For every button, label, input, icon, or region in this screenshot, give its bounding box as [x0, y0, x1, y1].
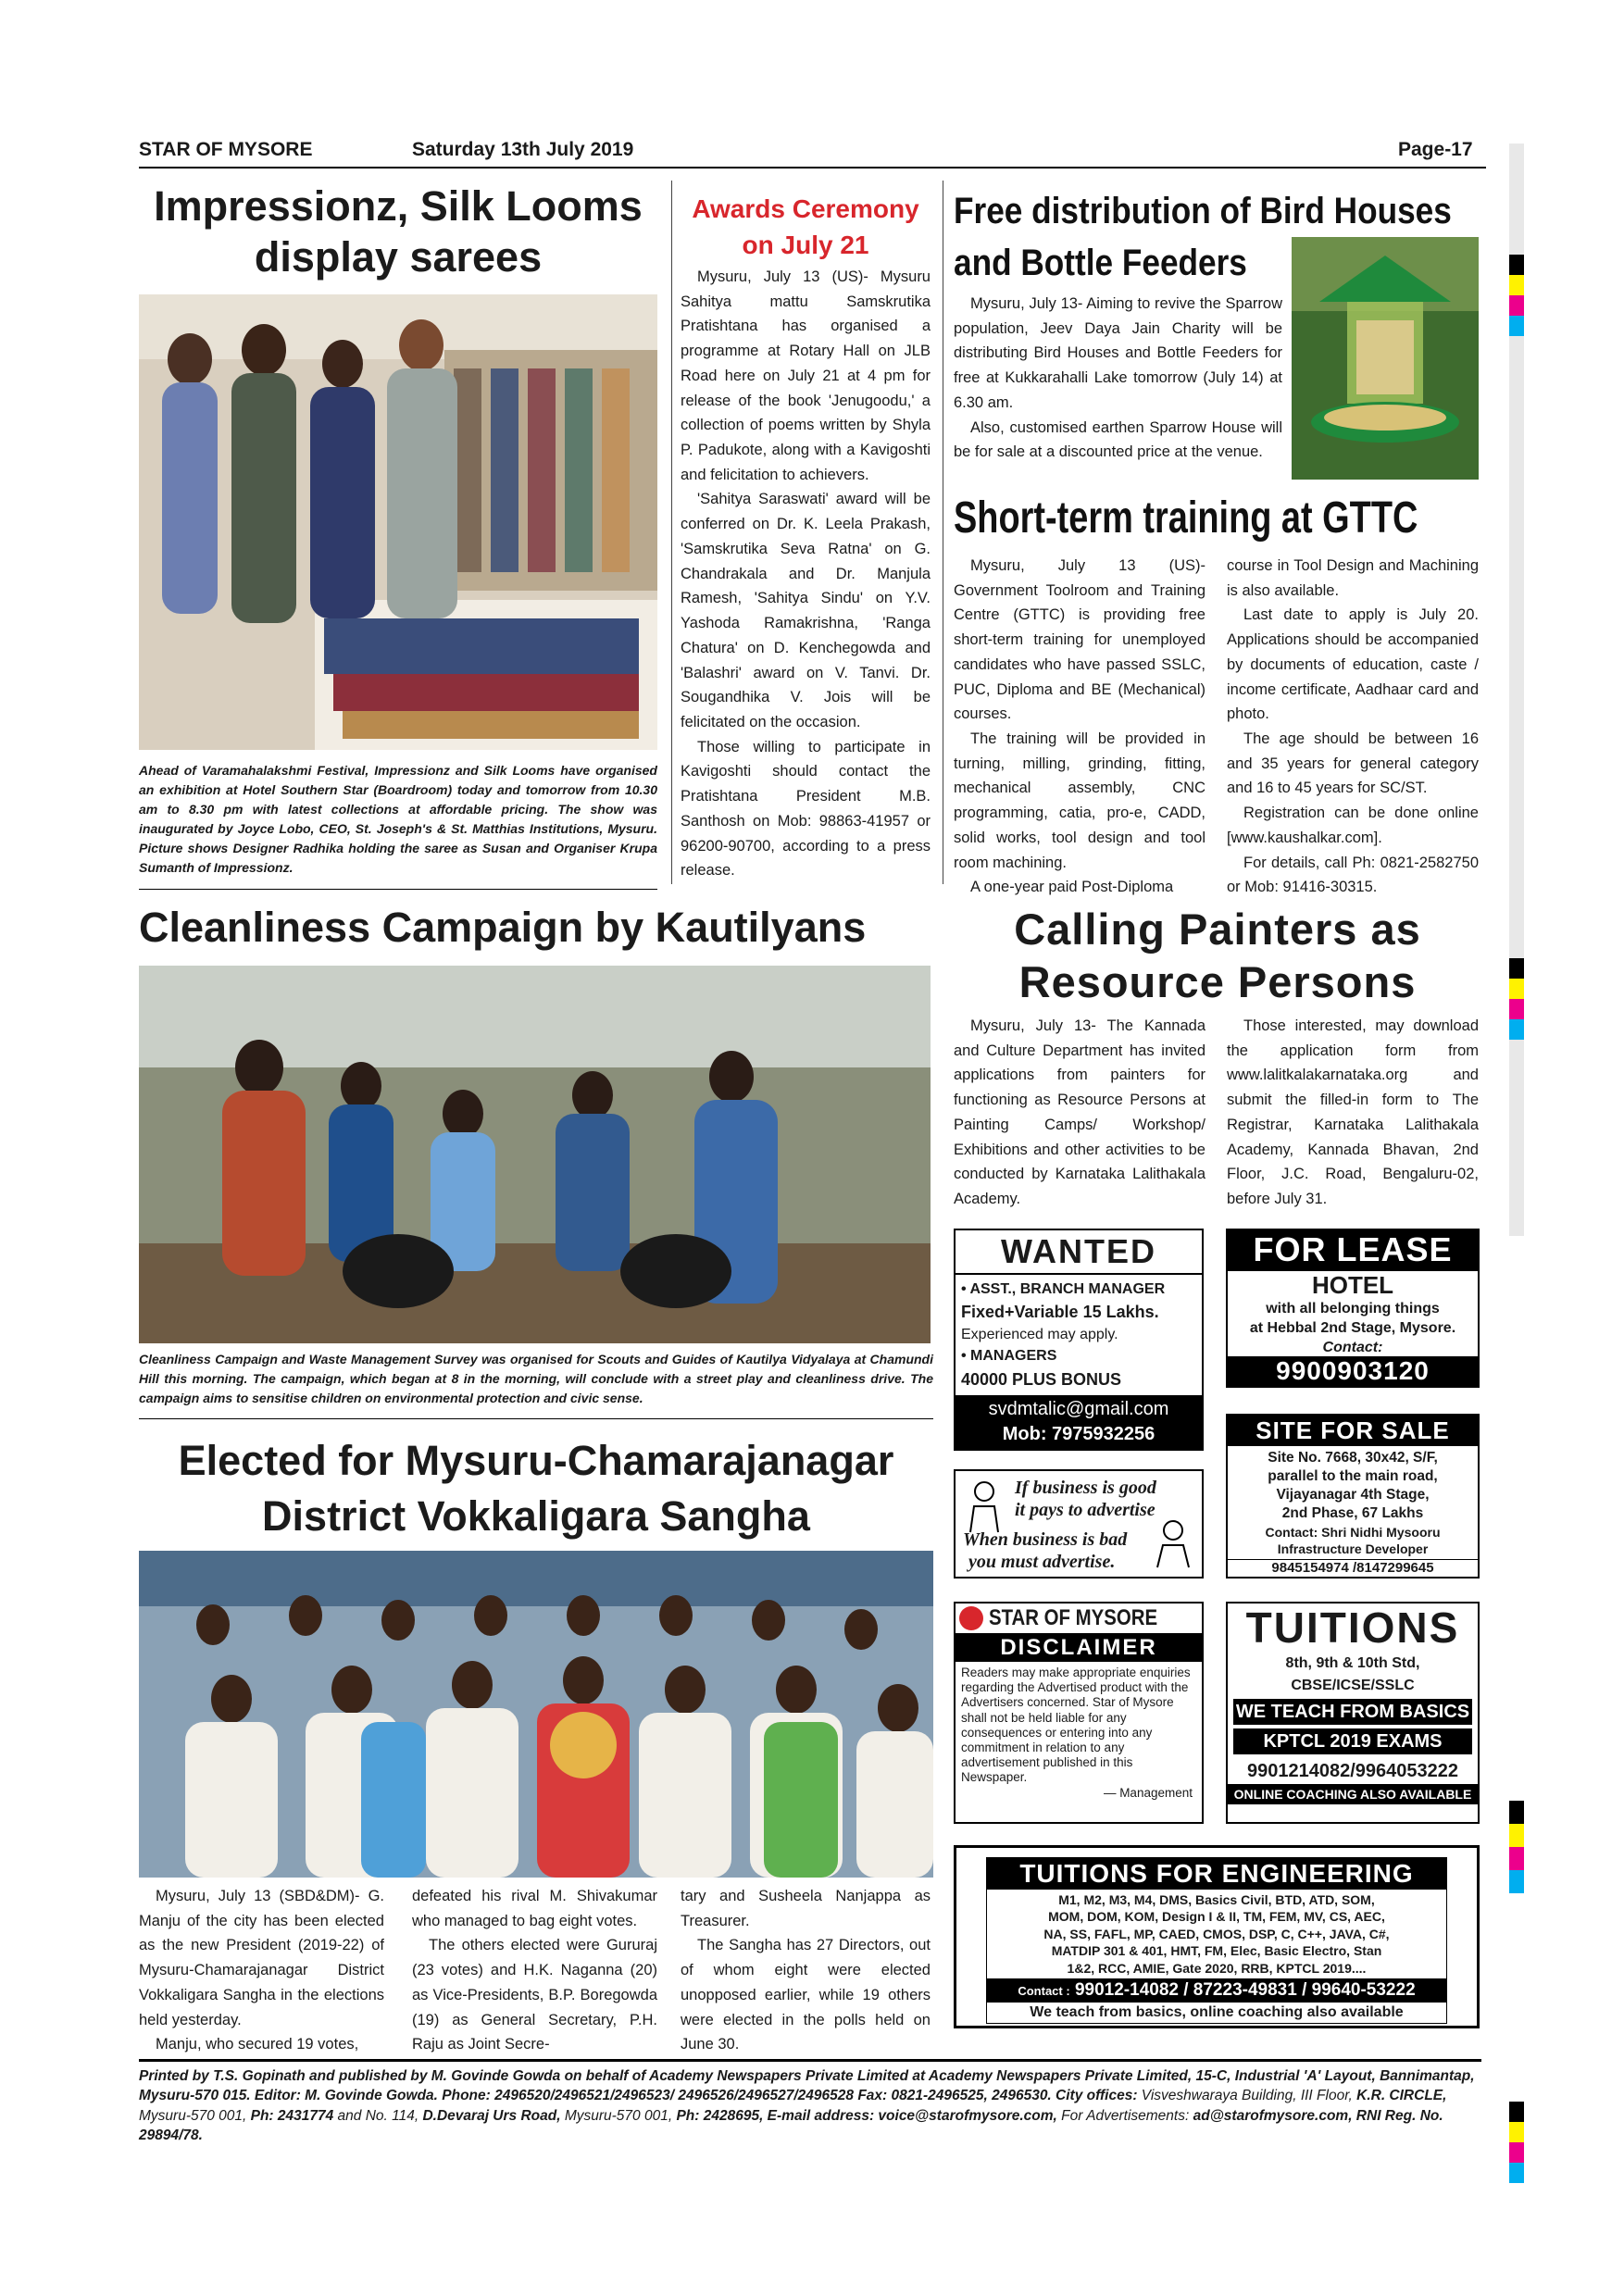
- lease-title: FOR LEASE: [1228, 1230, 1478, 1271]
- awards-headline: Awards Ceremony on July 21: [692, 194, 919, 260]
- site-line: Vijayanagar 4th Stage,: [1276, 1487, 1430, 1504]
- tuitions-line: ONLINE COACHING ALSO AVAILABLE: [1228, 1784, 1478, 1804]
- tuitions-ad: [1226, 1602, 1480, 1824]
- imprint-text: For Advertisements:: [1056, 2107, 1193, 2124]
- painters-headline: Calling Painters as Resource Persons: [1014, 905, 1421, 1007]
- saree-exhibition-photo: [139, 294, 657, 750]
- registration-yellow-2: [1509, 979, 1524, 999]
- imprint-text: D.Devaraj Urs Road,: [422, 2107, 561, 2124]
- cleanliness-caption: Cleanliness Campaign and Waste Management Survey was organised for Scouts and Guides of Kautilya Vidyalaya at Chamundi Hill this morning. The campaign, which began at 8 in the morning, will conclude with a street play and cleanliness drive. The campaign aims to sensitise children on environmental protection and civic sense.: [139, 1352, 933, 1405]
- engineering-line: We teach from basics, online coaching also available: [986, 2003, 1447, 2024]
- thinking-man-icon: [961, 1479, 1007, 1534]
- registration-cyan: [1509, 316, 1524, 336]
- painters-paragraph: Those interested, may download the application form from www.lalitkalakarnataka.org and submit the filled-in form to The Registrar, Karnataka Lalithakala Academy, Kannada Bhavan, 2nd Floor, J.C. Road, Bengaluru-02, before July 31.: [1227, 1017, 1479, 1208]
- advertise-line: When business is bad: [963, 1529, 1128, 1550]
- lease-subtitle: HOTEL: [1311, 1271, 1394, 1299]
- vokkaligara-paragraph: The Sangha has 27 Directors, out of whom eight were elected unopposed earlier, while 19 others were elected in the polls held on June 30.: [681, 1937, 931, 2053]
- wanted-line: Fixed+Variable 15 Lakhs.: [961, 1303, 1159, 1322]
- engineering-line: NA, SS, FAFL, MP, CAED, CMOS, DSP, C, C++, JAVA, C#,: [1043, 1926, 1390, 1941]
- wanted-ad: [954, 1229, 1204, 1451]
- registration-black: [1509, 255, 1524, 275]
- advertise-line: it pays to advertise: [1015, 1500, 1156, 1520]
- disclaimer-sign: — Management: [1103, 1785, 1193, 1800]
- registration-magenta-3: [1509, 1847, 1524, 1870]
- gttc-paragraph: Last date to apply is July 20. Applications should be accompanied by documents of education, caste / income certificate, Aadhaar card and photo.: [1227, 606, 1479, 723]
- wanted-line: 40000 PLUS BONUS: [961, 1369, 1122, 1389]
- painters-paragraph: Mysuru, July 13- The Kannada and Culture Department has invited applications from painters for functioning as Resource Persons at Painting Camps/ Workshop/ Exhibitions and other activities to be conducted by Karnataka Lalithakala Academy.: [954, 1017, 1206, 1208]
- advertise-ad: [954, 1469, 1204, 1578]
- imprint-text: K.R. CIRCLE,: [1356, 2088, 1447, 2104]
- gttc-paragraph: The age should be between 16 and 35 years for general category and 16 to 45 years for SC/ST.: [1227, 730, 1479, 797]
- tuitions-line: WE TEACH FROM BASICS: [1233, 1699, 1472, 1725]
- page-number: Page-17: [1398, 139, 1473, 160]
- site-line: 2nd Phase, 67 Lakhs: [1281, 1505, 1424, 1522]
- lease-line: Contact:: [1322, 1339, 1383, 1355]
- vokkaligara-col2: [412, 1884, 657, 2057]
- imprint-text: Mysuru-570 001,: [560, 2107, 677, 2124]
- registration-cyan-4: [1509, 2163, 1524, 2183]
- vokkaligara-paragraph: Mysuru, July 13 (SBD&DM)- G. Manju of the city has been elected as the new President (2019-22) of Mysuru-Chamarajanagar District Vokkaligara Sangha in the elections held yesterday.: [139, 1888, 384, 2028]
- tuitions-title: TUITIONS: [1245, 1603, 1460, 1652]
- painters-col1: [954, 1014, 1206, 1212]
- engineering-line: 1&2, RCC, AMIE, Gate 2020, RRB, KPTCL 2019....: [1067, 1960, 1367, 1976]
- disclaimer-text: Readers may make appropriate enquiries regarding the Advertised product with the Advertisers concerned. Star of Mysore shall not be held liable for any consequences or entering into any commitment in relation to any advertisement published in this Newspaper.: [961, 1666, 1191, 1785]
- awards-paragraph: Those willing to participate in Kavigoshti should contact the Pratishtana President M.B. Santhosh on Mob: 98863-41957 or 96200-90700, according to a press release.: [681, 738, 931, 880]
- birdhouses-paragraph: Also, customised earthen Sparrow House will be for sale at a discounted price at the venue.: [954, 418, 1282, 461]
- disclaimer-title: DISCLAIMER: [956, 1634, 1202, 1662]
- engineering-line: MATDIP 301 & 401, HMT, FM, Elec, Basic Electro, Stan: [1051, 1943, 1382, 1959]
- awards-body: [681, 265, 931, 883]
- disclaimer-ad: [954, 1602, 1204, 1824]
- birdhouses-headline-text: Free distribution of Bird Houses and Bottle Feeders: [954, 191, 1452, 283]
- wanted-title: WANTED: [956, 1230, 1202, 1275]
- masthead-rule: [139, 167, 1486, 168]
- registration-cyan-2: [1509, 1019, 1524, 1040]
- engineering-title: TUITIONS FOR ENGINEERING: [986, 1857, 1447, 1890]
- gttc-paragraph: Mysuru, July 13 (US)- Government Toolroom and Training Centre (GTTC) is providing free short-term training for unemployed candidates who have passed SSLC, PUC, Diploma and BE (Mechanical) courses.: [954, 557, 1206, 723]
- lease-ad: [1226, 1229, 1480, 1388]
- bird-feeder-photo: [1292, 237, 1479, 480]
- column-divider: [671, 181, 672, 884]
- gttc-paragraph: For details, call Ph: 0821-2582750 or Mob: 91416-30315.: [1227, 854, 1479, 896]
- tuitions-line: 8th, 9th & 10th Std, CBSE/ICSE/SSLC: [1285, 1654, 1420, 1693]
- site-line: Site No. 7668, 30x42, S/F,: [1268, 1450, 1438, 1466]
- footer-rule: [139, 2059, 1481, 2062]
- registration-yellow-4: [1509, 2122, 1524, 2142]
- tuitions-phone: 9901214082/9964053222: [1246, 1760, 1459, 1781]
- wanted-line: Experienced may apply.: [961, 1327, 1118, 1343]
- engineering-line: M1, M2, M3, M4, DMS, Basics Civil, BTD, ATD, SOM,: [1058, 1892, 1375, 1907]
- tuitions-line: KPTCL 2019 EXAMS: [1233, 1728, 1472, 1754]
- cleanliness-headline: Cleanliness Campaign by Kautilyans: [139, 904, 867, 951]
- site-title: SITE FOR SALE: [1228, 1416, 1478, 1446]
- registration-yellow: [1509, 275, 1524, 295]
- advertise-line: If business is good: [1015, 1478, 1156, 1498]
- registration-magenta-2: [1509, 999, 1524, 1019]
- vokkaligara-paragraph: defeated his rival M. Shivakumar who managed to bag eight votes.: [412, 1888, 657, 1929]
- gttc-paragraph: A one-year paid Post-Diploma: [970, 879, 1174, 896]
- gttc-paragraph: course in Tool Design and Machining is also available.: [1227, 557, 1479, 599]
- site-line: Contact: Shri Nidhi Mysooru: [1265, 1524, 1441, 1540]
- engineering-line: MOM, DOM, KOM, Design I & II, TM, FEM, MV, CS, AEC,: [1048, 1909, 1385, 1925]
- lease-line: at Hebbal 2nd Stage, Mysore.: [1249, 1319, 1456, 1336]
- awards-paragraph: 'Sahitya Saraswati' award will be conferred on Dr. K. Leela Prakash, 'Samskrutika Seva Ratna' on G. Chandrakala and Dr. Manjula Ramesh, 'Sahitya Sindu' on Y.V. Yashoda Ramakrishna, 'Ranga Chatura' on D. Kenchegowda and 'Balashri' award on V. Tanvi. Dr. Sougandhika V. Jois will be felicitated on the occasion.: [681, 491, 931, 730]
- painters-col2: [1227, 1014, 1479, 1212]
- cleanliness-campaign-photo: [139, 966, 931, 1343]
- imprint-text: Visveshwaraya Building, III Floor,: [1137, 2088, 1357, 2104]
- gttc-headline: Short-term training at GTTC: [954, 493, 1418, 543]
- wanted-email: svdmtalic@gmail.com: [988, 1399, 1169, 1419]
- lease-line: with all belonging things: [1266, 1301, 1440, 1317]
- gttc-col1: [954, 554, 1206, 900]
- disclaimer-logo: STAR OF MYSORE: [989, 1605, 1158, 1630]
- engineering-phone: 99012-14082 / 87223-49831 / 99640-53222: [1074, 1980, 1416, 2001]
- gttc-paragraph: The training will be provided in turning, milling, grinding, fitting, mechanical assembly, CNC programming, catia, pro-e, CADD, solid works, tool design and tool room machining.: [954, 730, 1206, 871]
- advertise-line: you must advertise.: [968, 1552, 1116, 1572]
- registration-black-3: [1509, 1801, 1524, 1824]
- site-ad: [1226, 1414, 1480, 1578]
- vokkaligara-paragraph: The others elected were Gururaj (23 votes) and H.K. Naganna (20) as Vice-Presidents, B.P. Boregowda (19) as General Secretary, P.H. Raju as Joint Secre-: [412, 1937, 657, 2053]
- imprint-text: ad@starofmysore.com, RNI Reg. No. 29894/78.: [139, 2107, 1443, 2144]
- vokkaligara-col1: [139, 1884, 384, 2057]
- registration-magenta-4: [1509, 2142, 1524, 2163]
- cleanliness-rule: [139, 1418, 933, 1419]
- vokkaligara-col3: [681, 1884, 931, 2057]
- impressionz-rule: [139, 889, 657, 890]
- issue-date: Saturday 13th July 2019: [412, 139, 634, 160]
- lease-phone: 9900903120: [1228, 1356, 1478, 1386]
- site-phone: 9845154974 /8147299645: [1228, 1559, 1478, 1576]
- registration-cyan-3: [1509, 1870, 1524, 1893]
- vokkaligara-paragraph: Manju, who secured 19 votes,: [156, 2036, 359, 2053]
- imprint-text: Ph: 2428695, E-mail address: voice@starofmysore.com,: [676, 2107, 1057, 2124]
- registration-black-2: [1509, 958, 1524, 979]
- star-of-mysore-logo-icon: [959, 1606, 983, 1630]
- imprint-text: Ph: 2431774: [250, 2107, 334, 2124]
- imprint-text: Mysuru-570 001,: [139, 2107, 251, 2124]
- vokkaligara-paragraph: tary and Susheela Nanjappa as Treasurer.: [681, 1888, 931, 1929]
- sad-man-icon: [1150, 1517, 1196, 1569]
- wanted-line: • MANAGERS: [961, 1348, 1057, 1365]
- paper-name: STAR OF MYSORE: [139, 139, 313, 160]
- engineering-contact-label: Contact :: [1018, 1984, 1070, 1999]
- site-line: Infrastructure Developer: [1277, 1541, 1429, 1556]
- imprint-text: and No. 114,: [333, 2107, 423, 2124]
- site-line: parallel to the main road,: [1268, 1468, 1438, 1485]
- gttc-col2: [1227, 554, 1479, 900]
- sangha-group-photo: [139, 1551, 933, 1878]
- wanted-mobile: Mob: 7975932256: [1002, 1424, 1156, 1444]
- birdhouses-body: [954, 292, 1282, 465]
- impressionz-caption: Ahead of Varamahalakshmi Festival, Impressionz and Silk Looms have organised an exhibition at Hotel Southern Star (Boardroom) today and tomorrow from 10.30 am to 8.30 pm with latest collections at affordable pricing. The show was inaugurated by Joyce Lobo, CEO, St. Joseph's & St. Matthias Institutions, Mysuru. Picture shows Designer Radhika holding the saree as Susan and Organiser Krupa Sumanth of Impressionz.: [139, 763, 657, 875]
- imprint-footer: [139, 2066, 1481, 2146]
- registration-black-4: [1509, 2102, 1524, 2122]
- wanted-line: • ASST., BRANCH MANAGER: [961, 1281, 1166, 1297]
- registration-yellow-3: [1509, 1824, 1524, 1847]
- gttc-paragraph: Registration can be done online [www.kaushalkar.com].: [1227, 805, 1479, 846]
- awards-paragraph: Mysuru, July 13 (US)- Mysuru Sahitya mattu Samskrutika Pratishtana has organised a programme at Rotary Hall on JLB Road here on July 21 at 4 pm for release of the book 'Jenugoodu,' a collection of poems written by Shyla P. Padukote, along with a Kavigoshti and felicitation to achievers.: [681, 268, 931, 483]
- imprint-text: Printed by T.S. Gopinath and published by M. Govinde Gowda on behalf of Academy Newspapers Private Limited at Academy Newspapers Private Limited, 15-C, Industrial 'A' Layout, Bannimantap, Mysuru-570 015. Editor: M. Govinde Gowda. Phone: 2496520/2496521/2496523/ 2496526/2496527/2496528 Fax: 0821-2496525, 2496530. City offices:: [139, 2068, 1475, 2104]
- vokkaligara-headline: Elected for Mysuru-Chamarajanagar District Vokkaligara Sangha: [178, 1437, 894, 1540]
- registration-magenta: [1509, 295, 1524, 316]
- birdhouses-paragraph: Mysuru, July 13- Aiming to revive the Sparrow population, Jeev Daya Jain Charity will be distributing Bird Houses and Bottle Feeders for free at Kukkarahalli Lake tomorrow (July 14) at 6.30 am.: [954, 295, 1282, 411]
- engineering-ad: [954, 1845, 1480, 2028]
- impressionz-headline: Impressionz, Silk Looms display sarees: [154, 182, 643, 281]
